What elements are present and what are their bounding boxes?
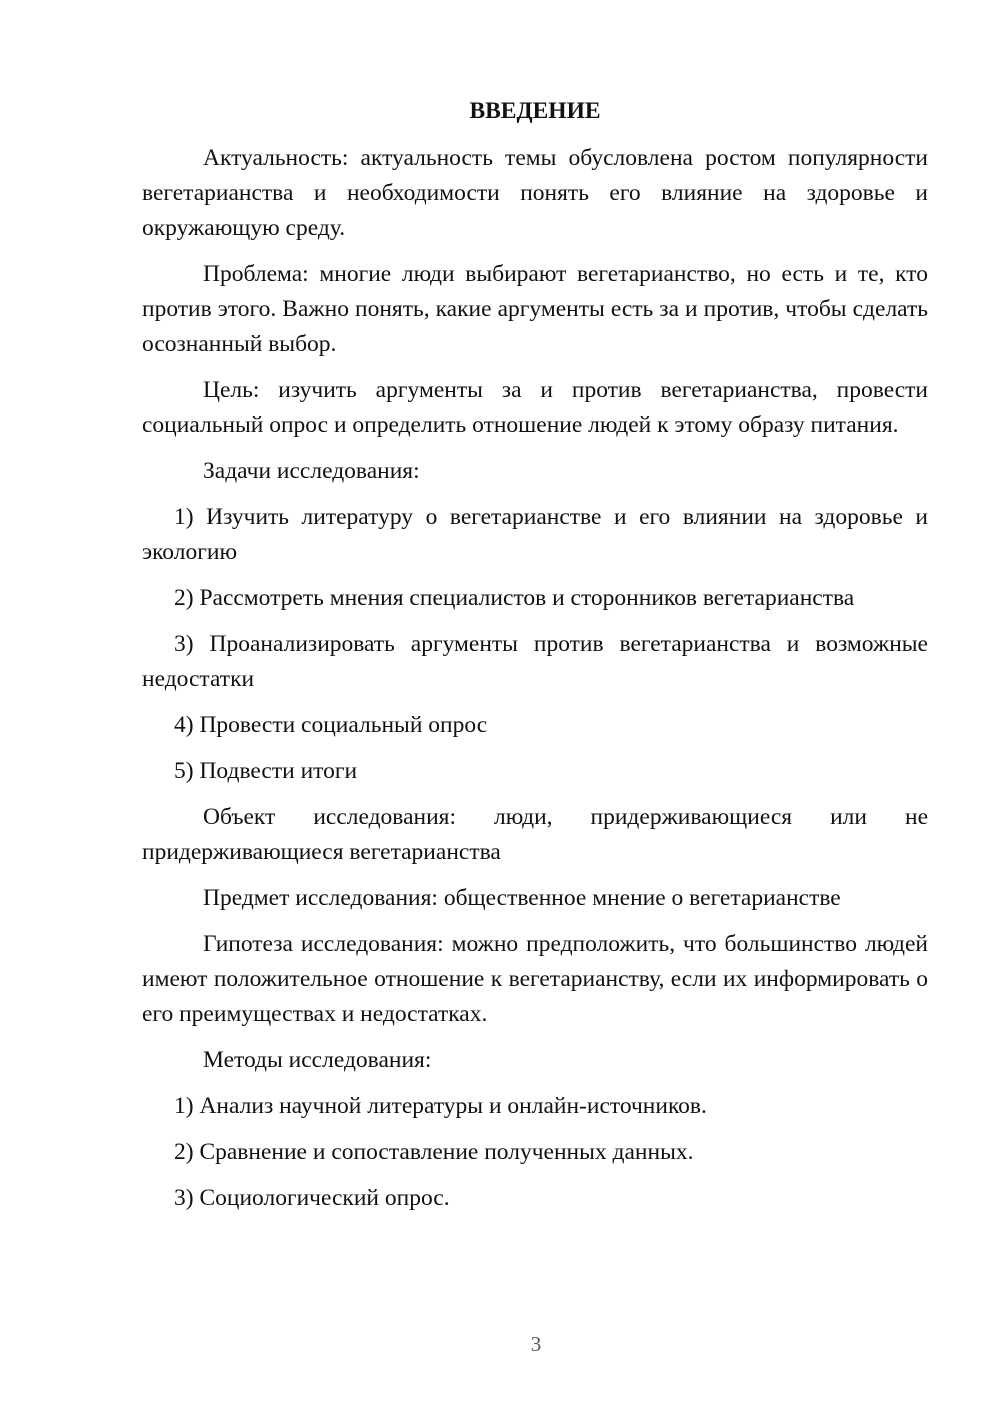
relevance-paragraph: Актуальность: актуальность темы обусловлена ростом популярности вегетарианства и необходимости понять его влияние на здоровье и окружающую среду. [142, 145, 928, 241]
tasks-heading: Задачи исследования: [203, 458, 420, 484]
task-item-2: 2) Рассмотреть мнения специалистов и сторонников вегетарианства [174, 585, 855, 611]
method-item-2: 2) Сравнение и сопоставление полученных данных. [174, 1139, 694, 1165]
task-item-1: 1) Изучить литературу о вегетарианстве и его влиянии на здоровье и экологию [142, 504, 928, 565]
methods-heading: Методы исследования: [203, 1047, 432, 1073]
task-item-4: 4) Провести социальный опрос [174, 712, 488, 738]
task-item-3: 3) Проанализировать аргументы против вегетарианства и возможные недостатки [142, 631, 928, 692]
document-page [142, 94, 928, 1227]
subject-paragraph: Предмет исследования: общественное мнение о вегетарианстве [203, 885, 841, 911]
page-number: 3 [530, 1332, 542, 1356]
goal-paragraph: Цель: изучить аргументы за и против вегетарианства, провести социальный опрос и определить отношение людей к этому образу питания. [142, 377, 928, 438]
section-title: ВВЕДЕНИЕ [469, 98, 601, 124]
object-paragraph: Объект исследования: люди, придерживающиеся или не придерживающиеся вегетарианства [142, 804, 928, 865]
problem-paragraph: Проблема: многие люди выбирают вегетарианство, но есть и те, кто против этого. Важно понять, какие аргументы есть за и против, чтобы сделать осознанный выбор. [142, 261, 928, 357]
method-item-1: 1) Анализ научной литературы и онлайн-источников. [174, 1093, 707, 1119]
method-item-3: 3) Социологический опрос. [174, 1185, 450, 1211]
hypothesis-paragraph: Гипотеза исследования: можно предположить, что большинство людей имеют положительное отношение к вегетарианству, если их информировать о его преимуществах и недостатках. [142, 931, 928, 1027]
task-item-5: 5) Подвести итоги [174, 758, 358, 784]
